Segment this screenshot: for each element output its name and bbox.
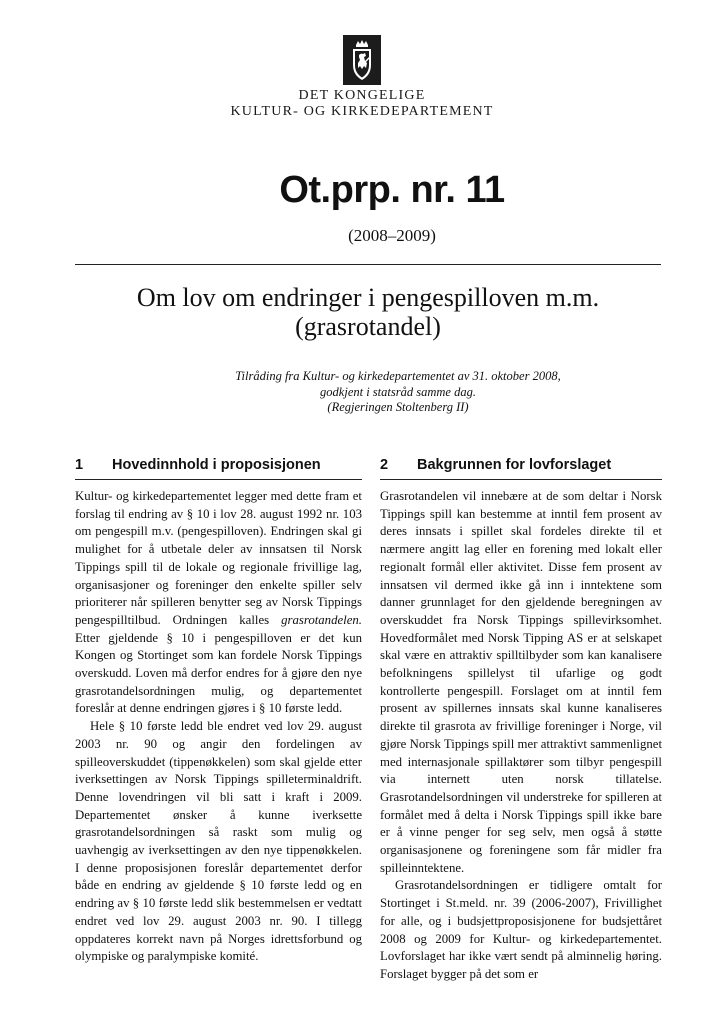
main-title (75, 283, 661, 341)
section-number: 1 (75, 457, 84, 473)
title-divider (75, 264, 661, 265)
paragraph-text: Hele § 10 første ledd ble endret ved lov 29. august 2003 nr. 90 og angir den fordelingen av spilleoverskuddet (tippenøkkelen) som skal gjelde etter iverksettingen av Norsk Tippings spilleterminaldrift. Denne lovendringen vil bli satt i kraft i 2009. Departementet ønsker å kunne iverksette grasrotandelsordningen så raskt som mulig og uavhengig av iverksettingen av den nye tippenøkkelen. I denne proposisjonen foreslår departementet derfor både en endring av gjeldende § 10 første ledd og en endring av § 10 første ledd slik bestemmelsen er vedtatt endret ved lov 29. august 2003 nr. 90. I tillegg oppdateres korrekt navn på Norges idrettsforbund og olympiske og paralympiske komité. (75, 719, 362, 964)
emphasis-term: grasrotandelen. (281, 612, 362, 627)
paragraph-text: Grasrotandelen vil innebære at de som deltar i Norsk Tippings spill kan bestemme at inntil fem prosent av deres innsats i spillet skal fordeles direkte til et nærmere angitt lag eller en forening med lokalt eller regionalt formål eller aktivitet. Disse fem prosent av innsatsen vil dermed ikke gå inn i inntektene som danner grunnlaget for den gjeldende beregningen av overskuddet fra Norsk Tippings spillevirksomhet. Hovedformålet med Norsk Tipping AS er at selskapet skal være en attraktiv spilltilbyder som kan kanalisere befolkningens spillelyst til ufarlige og godt kontrollerte pengespill. Forslaget om at inntil fem prosent av spillernes innsats skal kunne kanaliseres direkte til grasrota av frivillige foreninger i Norge, vil gjøre Norsk Tippings spill mer attraktivt sammenlignet med internasjonale spillaktører som tilbyr pengespill via internett uten norsk tillatelse. Grasrotandelsordningen vil understreke for spilleren at formålet med å delta i Norsk Tippings spill ikke bare er å vinne penger for seg selv, men også å støtte organisasjonene og foreningene som får midler fra spilleinntektene. (380, 489, 662, 875)
main-title-line2: (grasrotandel) (295, 312, 441, 341)
section-2 (380, 455, 662, 984)
section-heading (75, 455, 362, 480)
norwegian-coat-of-arms-icon (343, 35, 381, 85)
ministry-name-line2: KULTUR- OG KIRKEDEPARTEMENT (230, 104, 494, 119)
ministry-name-line1: DET KONGELIGE (298, 88, 426, 103)
section-paragraph (380, 488, 662, 984)
section-title: Hovedinnhold i proposisjonen (112, 457, 321, 473)
document-number-title: Ot.prp. nr. 11 (279, 169, 505, 211)
approval-line3: (Regjeringen Stoltenberg II) (327, 400, 469, 414)
paragraph-text: Etter gjeldende § 10 i pengespilloven er det kun Kongen og Stortinget som kan fordele Norsk Tippings overskudd. Loven må derfor endres for å gjøre den nye grasrotandelsordningen mulig, og departementet foreslår at denne endringen gjøres i § 10 første ledd. (75, 630, 362, 716)
section-1 (75, 455, 362, 966)
approval-note (75, 369, 661, 416)
session-years: (2008–2009) (348, 226, 436, 245)
approval-line1: Tilråding fra Kultur- og kirkedepartementet av 31. oktober 2008, (235, 369, 561, 383)
section-title: Bakgrunnen for lovforslaget (417, 457, 612, 473)
paragraph-text: Kultur- og kirkedepartementet legger med dette fram et forslag til endring av § 10 i lov 28. august 1992 nr. 103 om pengespill m.v. (pengespilloven). Endringen skal gi mulighet for å utbetale deler av innsatsen til Norsk Tippings spill til de lokale og regionale frivillige lag, organisasjoner og foreninger den enkelte spiller selv prioriterer når spilleren benytter seg av Norsk Tippings pengespilltilbud. Ordningen kalles (75, 489, 362, 627)
paragraph-text: Grasrotandelsordningen er tidligere omtalt for Stortinget i St.meld. nr. 39 (2006-2007), Frivillighet for alle, og i budsjettproposisjonene for budsjettåret 2008 og 2009 for Kultur- og kirkedepartementet. Lovforslaget har ikke vært sendt på alminnelig høring. Forslaget bygger på det som er (380, 878, 662, 981)
section-heading (380, 455, 662, 480)
section-paragraph (75, 488, 362, 966)
section-number: 2 (380, 457, 389, 473)
approval-line2: godkjent i statsråd samme dag. (320, 384, 476, 399)
main-title-line1: Om lov om endringer i pengespilloven m.m. (136, 283, 600, 312)
